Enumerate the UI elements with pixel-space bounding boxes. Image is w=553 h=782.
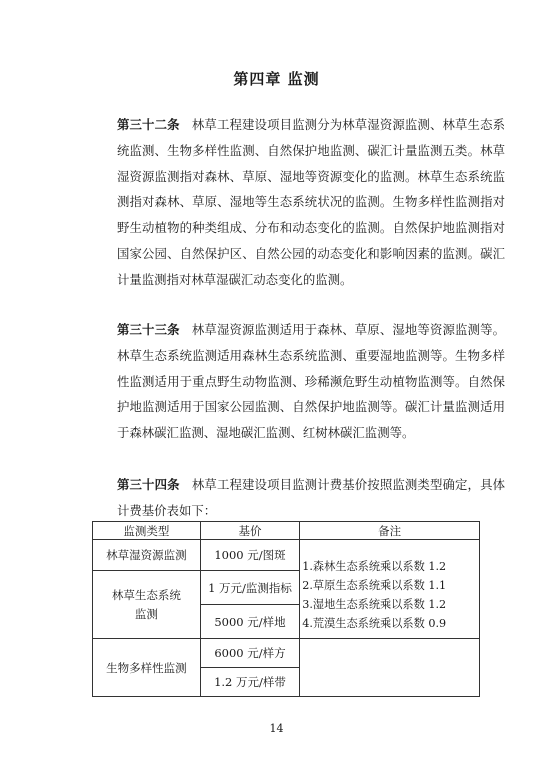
header-type: 监测类型 xyxy=(93,522,201,540)
remark-item: 2.草原生态系统乘以系数 1.1 xyxy=(302,579,447,592)
article-32 xyxy=(92,112,505,293)
remark-item: 4.荒漠生态系统乘以系数 0.9 xyxy=(302,617,447,630)
cell-type xyxy=(93,571,201,639)
cell-type-text: 林草生态系统监测 xyxy=(111,587,181,621)
cell-remarks-empty xyxy=(300,639,480,697)
cell-type: 生物多样性监测 xyxy=(93,639,201,697)
article-34-label: 第三十四条 xyxy=(117,477,180,492)
article-34 xyxy=(92,472,505,524)
article-33-text: 林草湿资源监测适用于森林、草原、湿地等资源监测等。林草生态系统监测适用森林生态系统监测、重要湿地监测等。生物多样性监测适用于重点野生动物监测、珍稀濒危野生动植物监测等。自然保护地监测适用于国家公园监测、自然保护地监测等。碳汇计量监测适用于森林碳汇监测、湿地碳汇监测、红树林碳汇监测等。 xyxy=(117,322,505,441)
table-header-row xyxy=(93,522,480,540)
cell-price: 1 万元/监测指标 xyxy=(200,571,299,605)
article-32-label: 第三十二条 xyxy=(117,117,180,132)
article-33 xyxy=(92,317,505,446)
cell-price: 5000 元/样地 xyxy=(200,605,299,639)
cell-remarks xyxy=(300,540,480,639)
header-remarks: 备注 xyxy=(300,522,480,540)
page-number: 14 xyxy=(269,722,284,735)
cell-price: 1000 元/图斑 xyxy=(200,540,299,571)
chapter-title: 第四章 监测 xyxy=(233,70,320,88)
remark-item: 1.森林生态系统乘以系数 1.2 xyxy=(302,560,447,573)
article-32-text: 林草工程建设项目监测分为林草湿资源监测、林草生态系统监测、生物多样性监测、自然保护地监测、碳汇计量监测五类。林草湿资源监测指对森林、草原、湿地等资源变化的监测。林草生态系统监测指对森林、草原、湿地等生态系统状况的监测。生物多样性监测指对野生动植物的种类组成、分布和动态变化的监测。自然保护地监测指对国家公园、自然保护区、自然公园的动态变化和影响因素的监测。碳汇计量监测指对林草湿碳汇动态变化的监测。 xyxy=(117,117,505,287)
table-row xyxy=(93,639,480,668)
cell-price: 1.2 万元/样带 xyxy=(200,668,299,697)
cell-type: 林草湿资源监测 xyxy=(93,540,201,571)
table-row xyxy=(93,540,480,571)
remark-item: 3.湿地生态系统乘以系数 1.2 xyxy=(302,598,447,611)
cell-price: 6000 元/样方 xyxy=(200,639,299,668)
article-33-label: 第三十三条 xyxy=(117,322,180,337)
header-price: 基价 xyxy=(200,522,299,540)
article-34-text: 林草工程建设项目监测计费基价按照监测类型确定，具体计费基价表如下： xyxy=(117,477,505,518)
fee-table xyxy=(92,521,480,697)
